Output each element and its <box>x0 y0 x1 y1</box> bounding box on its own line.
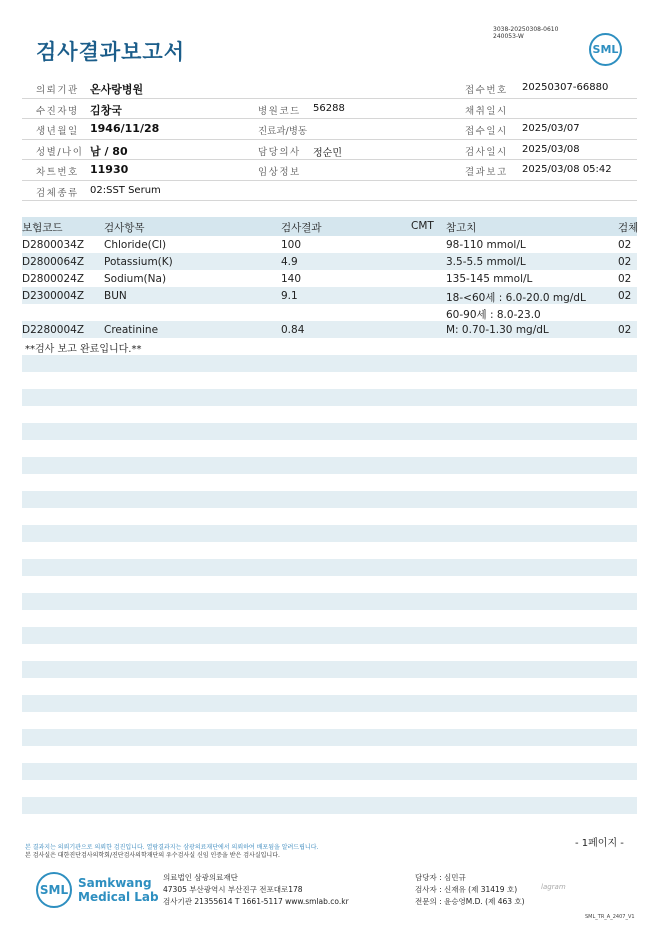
specimen-label: 검체종류 <box>36 187 79 199</box>
info-row <box>22 78 637 99</box>
table-row <box>22 304 637 321</box>
empty-row-stripe <box>22 695 637 712</box>
brand-line: Medical Lab <box>78 890 159 904</box>
receipt-date-label: 접수일시 <box>465 126 508 137</box>
doctor-value: 정순민 <box>313 147 342 159</box>
document-id <box>493 26 558 40</box>
row-ref: 3.5-5.5 mmol/L <box>446 256 526 268</box>
chart-value: 11930 <box>90 163 129 176</box>
table-row <box>22 287 637 304</box>
header-item: 검사항목 <box>104 222 145 234</box>
report-value: 2025/03/08 05:42 <box>522 164 612 175</box>
empty-row-stripe <box>22 593 637 610</box>
row-specimen: 02 <box>618 256 632 268</box>
test-date-label: 검사일시 <box>465 146 508 158</box>
table-row <box>22 253 637 270</box>
row-result: 100 <box>281 239 302 251</box>
header-ref: 참고치 <box>446 222 477 234</box>
chart-label: 차트번호 <box>36 167 79 178</box>
row-result: 9.1 <box>281 290 298 302</box>
empty-row-stripe <box>22 423 637 440</box>
doctor-label: 담당의사 <box>258 146 301 158</box>
row-code: D2800064Z <box>22 256 85 268</box>
sex-age-value: 남 / 80 <box>90 144 128 158</box>
empty-row-stripe <box>22 763 637 780</box>
row-specimen: 02 <box>618 290 632 302</box>
footer-notice: 본 결과지는 의뢰기관으로 의뢰한 검진입니다. 열람결과지는 삼광의료재단에서 의뢰하여 배포됨을 알려드립니다. <box>25 844 319 851</box>
row-item: Creatinine <box>104 324 159 336</box>
row-code: D2300004Z <box>22 290 85 302</box>
row-ref: M: 0.70-1.30 mg/dL <box>446 324 549 336</box>
report-complete-note: **검사 보고 완료입니다.** <box>25 344 142 355</box>
header-cmt: CMT <box>411 220 434 232</box>
document-id-line: 240053-W <box>493 33 524 40</box>
institution-value: 온사랑병원 <box>90 83 144 96</box>
row-item: Potassium(K) <box>104 256 173 268</box>
report-label: 결과보고 <box>465 167 508 178</box>
row-result: 0.84 <box>281 324 305 336</box>
header-result: 검사결과 <box>281 222 322 234</box>
table-row <box>22 236 637 253</box>
info-row <box>22 119 637 140</box>
patient-label: 수진자명 <box>36 105 79 117</box>
page-title: 검사결과보고서 <box>36 40 186 64</box>
test-date-value: 2025/03/08 <box>522 143 580 155</box>
row-result: 4.9 <box>281 256 298 268</box>
row-specimen: 02 <box>618 239 632 251</box>
row-item: Chloride(Cl) <box>104 239 167 251</box>
clinical-label: 임상정보 <box>258 167 301 178</box>
row-code: D2800024Z <box>22 273 85 285</box>
birth-label: 생년월일 <box>36 126 79 137</box>
row-result: 140 <box>281 273 302 285</box>
patient-info <box>22 78 637 201</box>
collection-label: 채취일시 <box>465 105 508 117</box>
row-item: Sodium(Na) <box>104 273 167 285</box>
birth-value: 1946/11/28 <box>90 122 160 135</box>
info-row <box>22 140 637 161</box>
patient-value: 김창국 <box>90 103 122 117</box>
empty-row-stripe <box>22 627 637 644</box>
receipt-no-value: 20250307-66880 <box>522 82 609 93</box>
row-ref: 60-90세 : 8.0-23.0 <box>446 309 541 321</box>
empty-row-stripe <box>22 797 637 814</box>
empty-row-stripe <box>22 729 637 746</box>
row-specimen: 02 <box>618 273 632 285</box>
staff-line: 전문의 : 윤승영M.D. (제 463 호) <box>415 897 525 906</box>
hospital-code-label: 병원코드 <box>258 105 301 117</box>
empty-row-stripe <box>22 389 637 406</box>
specimen-value: 02:SST Serum <box>90 184 161 196</box>
org-line: 47305 부산광역시 부산진구 전포대로178 <box>163 885 303 894</box>
org-line: 검사기관 21355614 T 1661-5117 www.smlab.co.kr <box>163 897 349 906</box>
info-row <box>22 160 637 181</box>
empty-row-stripe <box>22 661 637 678</box>
dept-label: 진료과/병동 <box>258 126 308 137</box>
row-specimen: 02 <box>618 324 632 336</box>
empty-row-stripe <box>22 355 637 372</box>
receipt-no-label: 접수번호 <box>465 85 508 96</box>
staff-info <box>415 872 525 908</box>
sml-logo: SML <box>589 33 622 66</box>
signature: lagram <box>541 883 566 891</box>
table-row <box>22 270 637 287</box>
brand-name <box>78 876 159 904</box>
staff-line: 담당자 : 심민규 <box>415 873 466 882</box>
brand-line: Samkwang <box>78 876 152 890</box>
info-row <box>22 99 637 120</box>
row-code: D2800034Z <box>22 239 85 251</box>
receipt-date-value: 2025/03/07 <box>522 123 580 134</box>
results-table-header <box>22 217 637 236</box>
header-code: 보험코드 <box>22 222 63 234</box>
row-code: D2280004Z <box>22 324 85 336</box>
row-ref: 18-<60세 : 6.0-20.0 mg/dL <box>446 292 586 304</box>
table-row <box>22 321 637 338</box>
empty-row-stripe <box>22 525 637 542</box>
empty-row-stripe <box>22 457 637 474</box>
staff-line: 검사자 : 신재유 (제 31419 호) <box>415 885 518 894</box>
empty-row-stripe <box>22 491 637 508</box>
empty-row-stripe <box>22 559 637 576</box>
sml-logo: SML <box>36 872 72 908</box>
org-line: 의료법인 삼광의료재단 <box>163 873 238 882</box>
org-info <box>163 872 349 908</box>
row-item: BUN <box>104 290 127 302</box>
form-code: SML_TR_A_2407_V1 <box>585 914 635 920</box>
header-specimen: 검체 <box>618 222 639 234</box>
hospital-code-value: 56288 <box>313 102 345 114</box>
row-ref: 135-145 mmol/L <box>446 273 533 285</box>
footer-notice: 본 검사실은 대한진단검사의학회/진단검사의학재단의 우수검사실 신임 인증을 받은 검사실입니다. <box>25 852 280 859</box>
document-id-line: 3038-20250308-0610 <box>493 26 559 33</box>
page-number: - 1페이지 - <box>575 838 624 849</box>
row-ref: 98-110 mmol/L <box>446 239 526 251</box>
info-row <box>22 181 637 202</box>
sex-age-label: 성별/나이 <box>36 146 84 158</box>
institution-label: 의뢰기관 <box>36 85 79 96</box>
